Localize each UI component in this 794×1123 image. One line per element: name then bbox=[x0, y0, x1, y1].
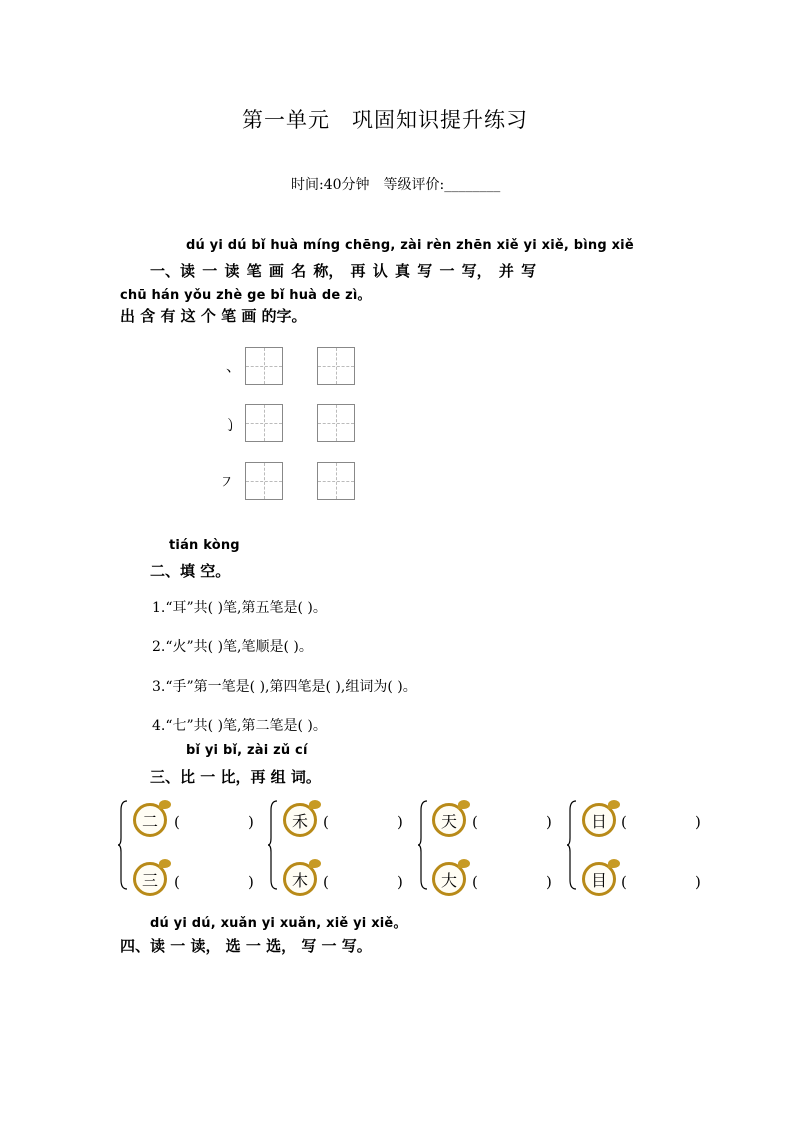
section3-heading: 三、比 一 比，再 组 词。 bbox=[150, 768, 321, 786]
answer-paren-close[interactable]: ) bbox=[546, 873, 552, 891]
brace-icon bbox=[418, 800, 428, 890]
answer-paren-open: ( bbox=[472, 813, 478, 831]
writing-grid[interactable] bbox=[317, 404, 355, 442]
answer-paren-close[interactable]: ) bbox=[695, 873, 701, 891]
fill-question-1[interactable]: 1.“耳”共( )笔,第五笔是( )。 bbox=[152, 600, 327, 616]
section1-heading-line2: 出 含 有 这 个 笔 画 的字。 bbox=[120, 307, 307, 325]
answer-paren-close[interactable]: ) bbox=[248, 813, 254, 831]
answer-paren-close[interactable]: ) bbox=[546, 813, 552, 831]
writing-grid[interactable] bbox=[245, 347, 283, 385]
stroke-turn: ㇇ bbox=[219, 473, 235, 491]
brace-icon bbox=[567, 800, 577, 890]
answer-paren-close[interactable]: ) bbox=[695, 813, 701, 831]
char-badge: 木 bbox=[283, 862, 317, 896]
section4-heading: 四、读 一 读， 选 一 选， 写 一 写。 bbox=[120, 937, 372, 955]
answer-paren-open: ( bbox=[621, 813, 627, 831]
writing-grid[interactable] bbox=[317, 347, 355, 385]
section2-heading: 二、填 空。 bbox=[150, 562, 231, 580]
char-badge: 目 bbox=[582, 862, 616, 896]
fill-question-2[interactable]: 2.“火”共( )笔,笔顺是( )。 bbox=[152, 639, 313, 655]
brace-icon bbox=[118, 800, 128, 890]
section2-pinyin: tián kòng bbox=[169, 538, 240, 553]
brace-icon bbox=[268, 800, 278, 890]
answer-paren-open: ( bbox=[323, 813, 329, 831]
answer-paren-open: ( bbox=[621, 873, 627, 891]
answer-paren-close[interactable]: ) bbox=[397, 873, 403, 891]
char-badge: 禾 bbox=[283, 803, 317, 837]
answer-paren-open: ( bbox=[323, 873, 329, 891]
page-title: 第一单元 巩固知识提升练习 bbox=[242, 108, 528, 132]
char-badge: 二 bbox=[133, 803, 167, 837]
section1-pinyin-line1: dú yi dú bǐ huà míng chēng, zài rèn zhēn xiě yi xiě, bìng xiě bbox=[186, 238, 634, 253]
char-badge: 日 bbox=[582, 803, 616, 837]
fill-question-4[interactable]: 4.“七”共( )笔,第二笔是( )。 bbox=[152, 718, 327, 734]
stroke-dot: 、 bbox=[226, 357, 242, 375]
section3-pinyin: bǐ yi bǐ, zài zǔ cí bbox=[186, 743, 308, 758]
fill-question-3[interactable]: 3.“手”第一笔是( ),第四笔是( ),组词为( )。 bbox=[152, 679, 417, 695]
answer-paren-open: ( bbox=[472, 873, 478, 891]
section4-pinyin: dú yi dú, xuǎn yi xuǎn, xiě yi xiě。 bbox=[150, 916, 407, 931]
stroke-hook: ㇁ bbox=[222, 416, 238, 434]
char-badge: 大 bbox=[432, 862, 466, 896]
char-badge: 三 bbox=[133, 862, 167, 896]
answer-paren-open: ( bbox=[174, 873, 180, 891]
answer-paren-close[interactable]: ) bbox=[248, 873, 254, 891]
char-badge: 天 bbox=[432, 803, 466, 837]
writing-grid[interactable] bbox=[317, 462, 355, 500]
writing-grid[interactable] bbox=[245, 404, 283, 442]
section1-pinyin-line2: chū hán yǒu zhè ge bǐ huà de zì。 bbox=[120, 288, 371, 303]
writing-grid[interactable] bbox=[245, 462, 283, 500]
answer-paren-open: ( bbox=[174, 813, 180, 831]
time-grade-line: 时间:40分钟 等级评价:________ bbox=[291, 177, 501, 193]
section1-heading-line1: 一、读 一 读 笔 画 名 称， 再 认 真 写 一 写， 并 写 bbox=[150, 262, 537, 280]
answer-paren-close[interactable]: ) bbox=[397, 813, 403, 831]
